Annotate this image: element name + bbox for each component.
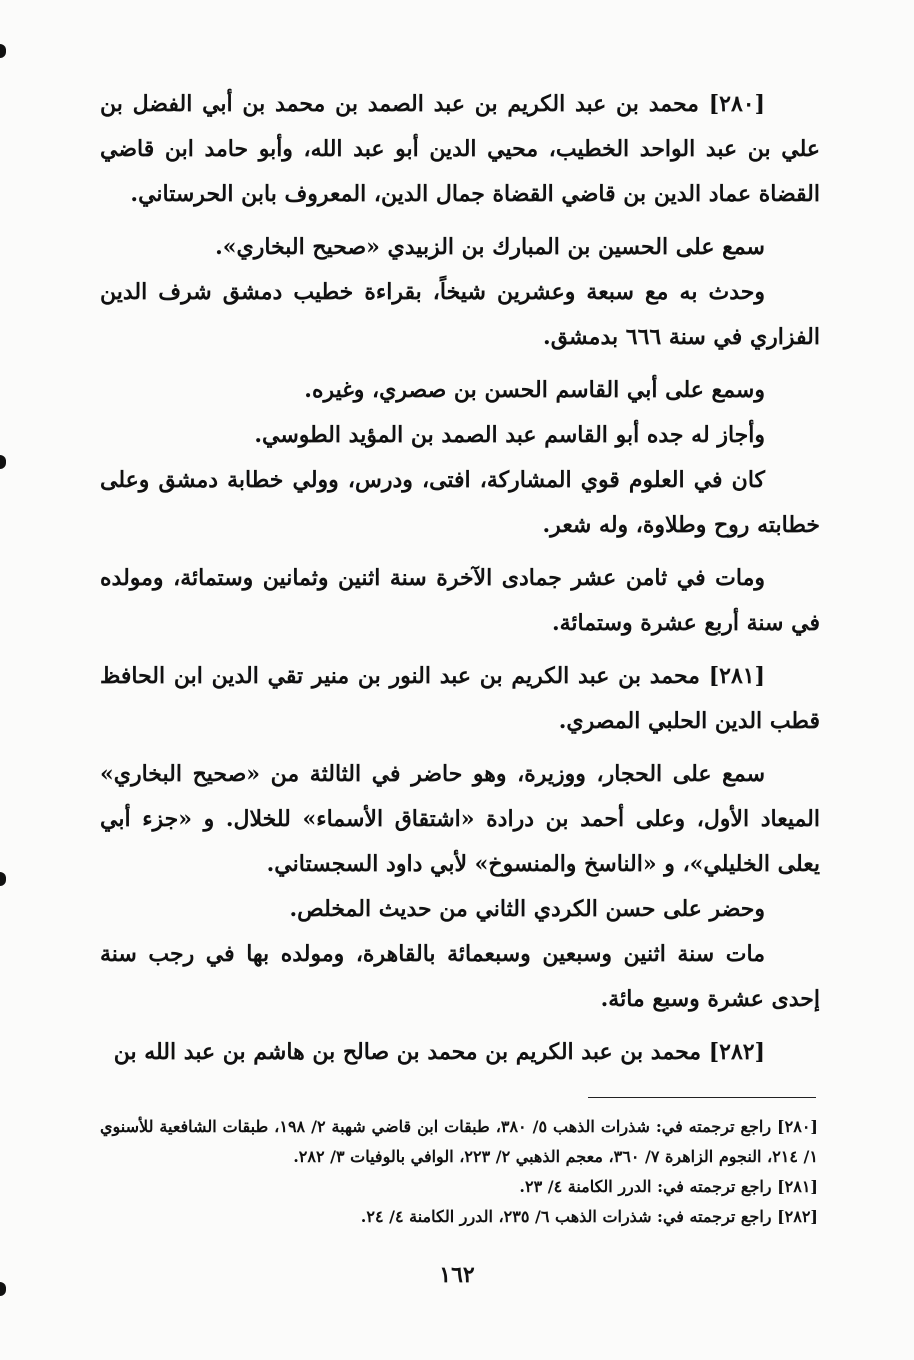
paragraph: وحضر على حسن الكردي الثاني من حديث المخلص. bbox=[289, 896, 765, 922]
paragraph: وسمع على أبي القاسم الحسن بن صصري، وغيره. bbox=[304, 377, 765, 403]
footnotes bbox=[100, 1112, 818, 1232]
footnote-280: [٢٨٠] راجع ترجمته في: شذرات الذهب ٥/ ٣٨٠، طبقات ابن قاضي شهبة ٢/ ١٩٨، طبقات الشافعية للأسنوي ١/ ٢١٤، النجوم الزاهرة ٧/ ٣٦٠، معجم الذهبي ٢/ ٢٢٣، الوافي بالوفيات ٣/ ٢٨٢. bbox=[100, 1117, 818, 1166]
entry-282-heading: [٢٨٢] محمد بن عبد الكريم بن محمد بن صالح بن هاشم بن عبد الله بن bbox=[113, 1039, 765, 1065]
paragraph: وحدث به مع سبعة وعشرين شيخاً، بقراءة خطيب دمشق شرف الدين الفزاري في سنة ٦٦٦ بدمشق. bbox=[100, 279, 820, 350]
paragraph: سمع على الحجار، ووزيرة، وهو حاضر في الثالثة من «صحيح البخاري» الميعاد الأول، وعلى أحمد بن درادة «اشتقاق الأسماء» للخلال. و «جزء أبي يعلى الخليلي»، و «الناسخ والمنسوخ» لأبي داود السجستاني. bbox=[100, 761, 820, 877]
main-text bbox=[100, 82, 820, 1075]
margin-mark bbox=[0, 455, 6, 469]
page-number: ١٦٢ bbox=[439, 1262, 475, 1288]
entry-281-heading: [٢٨١] محمد بن عبد الكريم بن عبد النور بن منير تقي الدين ابن الحافظ قطب الدين الحلبي المصري. bbox=[100, 663, 820, 734]
footnote-282: [٢٨٢] راجع ترجمته في: شذرات الذهب ٦/ ٢٣٥، الدرر الكامنة ٤/ ٢٤. bbox=[360, 1207, 818, 1226]
entry-280-heading: [٢٨٠] محمد بن عبد الكريم بن عبد الصمد بن محمد بن أبي الفضل بن علي بن عبد الواحد الخطيب، محيي الدين أبو عبد الله، وأبو حامد ابن قاضي القضاة عماد الدين بن قاضي القضاة جمال الدين، المعروف بابن الحرستاني. bbox=[100, 91, 820, 207]
margin-mark bbox=[0, 44, 6, 58]
paragraph: مات سنة اثنين وسبعين وسبعمائة بالقاهرة، ومولده بها في رجب سنة إحدى عشرة وسبع مائة. bbox=[100, 941, 820, 1012]
paragraph: ومات في ثامن عشر جمادى الآخرة سنة اثنين وثمانين وستمائة، ومولده في سنة أربع عشرة وستمائة. bbox=[100, 565, 820, 636]
footnote-281: [٢٨١] راجع ترجمته في: الدرر الكامنة ٤/ ٢٣. bbox=[519, 1177, 818, 1196]
paragraph: وأجاز له جده أبو القاسم عبد الصمد بن المؤيد الطوسي. bbox=[254, 422, 765, 448]
paragraph: كان في العلوم قوي المشاركة، افتى، ودرس، وولي خطابة دمشق وعلى خطابته روح وطلاوة، وله شعر. bbox=[100, 467, 820, 538]
margin-mark bbox=[0, 872, 6, 886]
footnote-separator bbox=[588, 1097, 816, 1098]
paragraph: سمع على الحسين بن المبارك بن الزبيدي «صحيح البخاري». bbox=[215, 234, 765, 260]
